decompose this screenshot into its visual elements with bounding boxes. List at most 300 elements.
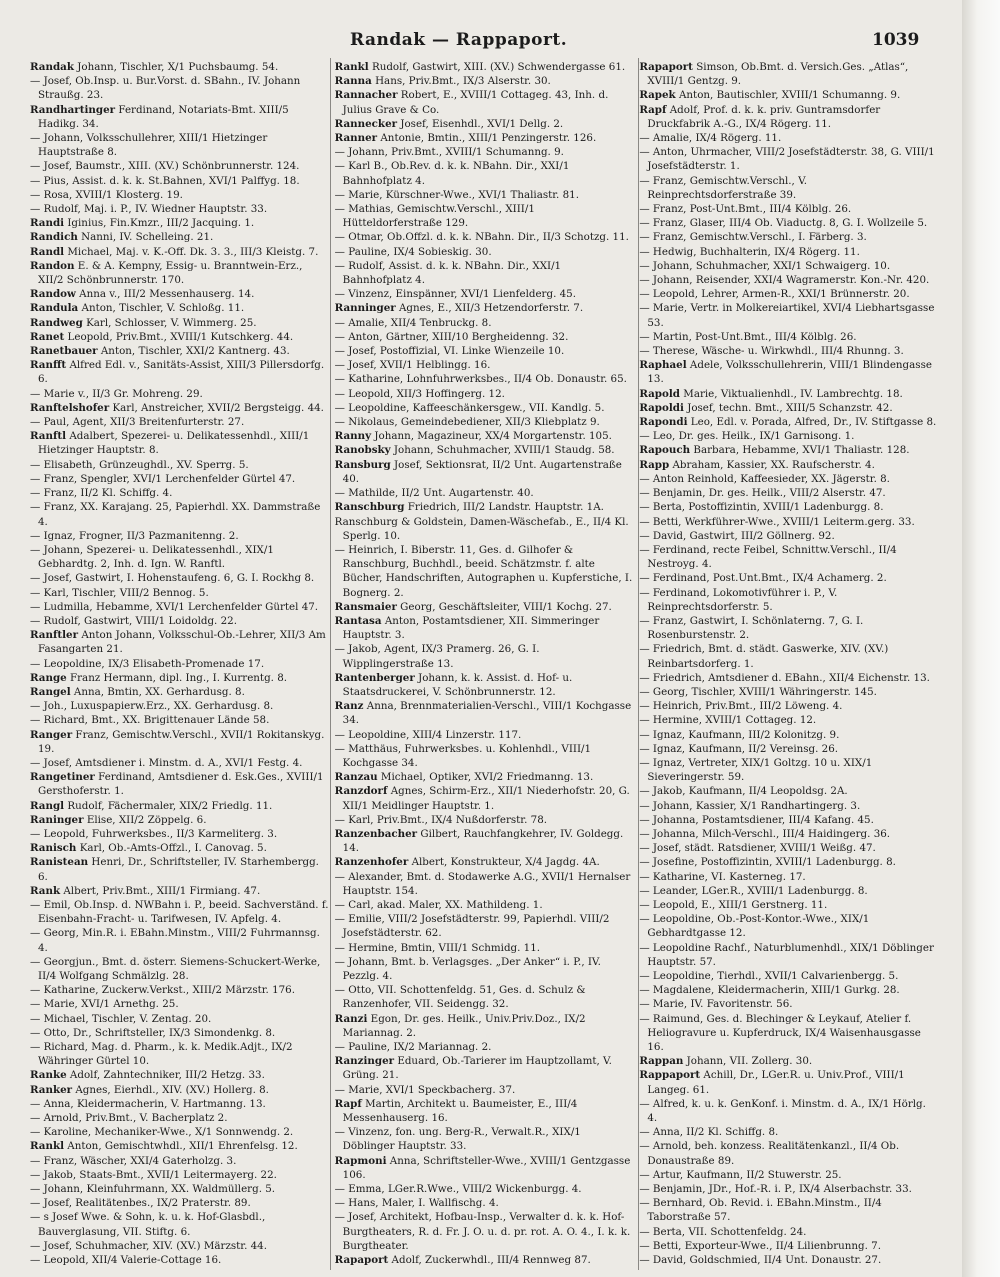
directory-entry	[335, 983, 634, 1011]
directory-entry	[639, 273, 938, 287]
entry-details: — Leopoldine, IX/3 Elisabeth-Promenade 17.	[30, 657, 265, 670]
directory-entry	[639, 884, 938, 898]
entry-details: — Rudolf, Assist. d. k. k. NBahn. Dir., XXI/1 Bahnhofplatz 4.	[334, 259, 562, 287]
directory-entry	[335, 784, 634, 812]
directory-entry	[639, 216, 938, 230]
directory-entry	[30, 1154, 329, 1168]
entry-details: — Georg, Min.R. i. EBahn.Minstm., VIII/2 Fuhrmannsg. 4.	[30, 927, 320, 954]
directory-entry	[335, 1054, 634, 1082]
entry-details: — Bernhard, Ob. Revid. i. EBahn.Minstm., II/4 Taborstraße 57.	[639, 1197, 882, 1224]
entry-surname: Ranke	[30, 1069, 67, 1082]
entry-details: — Otmar, Ob.Offzl. d. k. k. NBahn. Dir., II/3 Schotzg. 11.	[334, 231, 629, 244]
directory-entry	[30, 997, 329, 1011]
entry-details: — Nikolaus, Gemeindebediener, XII/3 Kliebplatz 9.	[334, 416, 600, 429]
directory-entry	[335, 770, 634, 784]
entry-details: — Leopoldine, Tierhdl., XVII/1 Calvarienbergg. 5.	[639, 970, 899, 982]
directory-entry	[30, 614, 329, 628]
directory-entry	[639, 1125, 938, 1139]
directory-entry	[335, 486, 634, 500]
directory-entry	[639, 756, 938, 784]
directory-entry	[335, 1097, 634, 1125]
entry-surname: Rappaport	[639, 1069, 701, 1082]
entry-details: — Georg, Tischler, XVIII/1 Währingerstr. 145.	[639, 685, 877, 698]
directory-entry	[639, 358, 938, 386]
entry-surname: Ranzi	[334, 1012, 368, 1025]
entry-details: — Leopold, E., XIII/1 Gerstnerg. 11.	[639, 898, 828, 911]
entry-details: — Richard, Bmt., XX. Brigittenauer Lände 58.	[30, 714, 270, 727]
entry-details: Agnes, E., XII/3 Hetzendorferstr. 7.	[398, 302, 584, 315]
directory-entry	[639, 1196, 938, 1224]
entry-details: — Jakob, Staats-Bmt., XVII/1 Leitermayerg. 22.	[30, 1168, 277, 1181]
entry-details: Georg, Geschäftsleiter, VIII/1 Kochg. 27.	[400, 600, 612, 613]
entry-details: — Leopold, XII/3 Hoffingerg. 12.	[334, 387, 505, 400]
directory-entry	[30, 884, 329, 898]
entry-surname: Randweg	[30, 316, 83, 329]
entry-details: — Ludmilla, Hebamme, XVI/1 Lerchenfelder Gürtel 47.	[30, 600, 319, 613]
entry-details: — Ignaz, Kaufmann, II/2 Vereinsg. 26.	[639, 742, 839, 755]
directory-entry	[30, 685, 329, 699]
entry-details: Karl, Ob.-Amts-Offzl., I. Canovag. 5.	[79, 842, 267, 855]
entry-surname: Ranz	[334, 700, 364, 713]
directory-entry	[335, 415, 634, 429]
entry-details: Johann, k. k. Assist. d. Hof- u. Staatsdruckerei, V. Schönbrunnerstr. 12.	[342, 671, 573, 698]
entry-surname: Ranftl	[30, 430, 67, 443]
directory-entry	[30, 571, 329, 585]
entry-details: — Ignaz, Vertreter, XIX/1 Goltzg. 10 u. XIX/1 Sieveringerstr. 59.	[639, 756, 873, 784]
directory-entry	[639, 1253, 938, 1267]
directory-entry	[30, 230, 329, 244]
directory-entry	[639, 1012, 938, 1055]
directory-entry	[335, 88, 634, 116]
directory-entry	[335, 159, 634, 187]
entry-details: — Matthäus, Fuhrwerksbes. u. Kohlenhdl., VIII/1 Kochgasse 34.	[334, 742, 592, 769]
directory-entry	[30, 472, 329, 486]
entry-details: Abraham, Kassier, XX. Raufscherstr. 4.	[672, 458, 875, 471]
entry-surname: Randl	[30, 245, 65, 258]
entry-surname: Randi	[30, 217, 65, 230]
entry-details: Adele, Volksschullehrerin, VIII/1 Blindengasse 13.	[647, 359, 932, 386]
directory-entry	[30, 586, 329, 600]
entry-details: E. & A. Kempny, Essig- u. Branntwein-Erz., XII/2 Schönbrunnerstr. 170.	[38, 259, 303, 287]
entry-details: — Franz, XX. Karajang. 25, Papierhdl. XX. Dammstraße 4.	[30, 501, 321, 528]
directory-entry	[335, 614, 634, 642]
entry-details: Josef, Sektionsrat, II/2 Unt. Augartenstraße 40.	[342, 458, 622, 485]
directory-entry	[30, 500, 329, 528]
directory-entry	[639, 301, 938, 329]
directory-entry	[30, 1196, 329, 1210]
entry-details: Johann, Schuhmacher, XVIII/1 Staudg. 58.	[393, 444, 615, 457]
entry-details: Anton, Tischler, V. Schloßg. 11.	[81, 302, 245, 315]
directory-entry	[639, 401, 938, 415]
directory-entry	[639, 202, 938, 216]
directory-entry	[30, 529, 329, 543]
entry-details: — Paul, Agent, XII/3 Breitenfurterstr. 27.	[30, 416, 245, 429]
directory-entry	[335, 372, 634, 386]
entry-details: — Artur, Kaufmann, II/2 Stuwerstr. 25.	[639, 1168, 842, 1181]
entry-surname: Rapold	[639, 387, 680, 400]
directory-entry	[30, 855, 329, 883]
entry-details: — Leopold, Fuhrwerksbes., II/3 Karmeliterg. 3.	[30, 827, 278, 840]
entry-details: Karl, Schlosser, V. Wimmerg. 25.	[86, 316, 257, 329]
entry-details: — Anna, II/2 Kl. Schiffg. 8.	[639, 1126, 779, 1139]
entry-details: Antonie, Bmtin., XIII/1 Penzingerstr. 126.	[380, 132, 597, 145]
directory-entry	[639, 486, 938, 500]
entry-details: — Katharine, Zuckerw.Verkst., XIII/2 Märzstr. 176.	[30, 984, 295, 997]
entry-details: — Marie v., II/3 Gr. Mohreng. 29.	[30, 387, 203, 400]
entry-surname: Ranna	[334, 75, 372, 88]
directory-entry	[30, 1012, 329, 1026]
entry-surname: Rapmoni	[334, 1154, 387, 1167]
entry-details: — Alfred, k. u. k. GenKonf. i. Minstm. d. A., IX/1 Hörlg. 4.	[639, 1097, 926, 1125]
entry-details: — Carl, akad. Maler, XX. Mathildeng. 1.	[334, 898, 543, 911]
directory-entry	[30, 486, 329, 500]
entry-details: Anna, Brennmaterialien-Verschl., VIII/1 Kochgasse 34.	[342, 700, 632, 727]
directory-entry	[639, 713, 938, 727]
directory-entry	[30, 344, 329, 358]
entry-details: Johann, Tischler, X/1 Puchsbaumg. 54.	[77, 61, 279, 73]
directory-entry	[639, 287, 938, 301]
entry-details: — Katharine, Lohnfuhrwerksbes., II/4 Ob. Donaustr. 65.	[334, 373, 627, 386]
entry-details: Ranschburg & Goldstein, Damen-Wäschefab., E., II/4 Kl. Sperlg. 10.	[334, 515, 629, 542]
entry-details: — Amalie, XII/4 Tenbruckg. 8.	[334, 316, 492, 329]
entry-details: — Johann, Kassier, X/1 Randhartingerg. 3.	[639, 799, 861, 812]
directory-entry	[335, 117, 634, 131]
entry-details: — Karl B., Ob.Rev. d. k. k. NBahn. Dir., XXI/1 Bahnhofplatz 4.	[334, 160, 570, 187]
entry-details: — Leo, Dr. ges. Heilk., IX/1 Garnisong. 1.	[639, 430, 855, 443]
directory-entry	[30, 600, 329, 614]
directory-entry	[30, 330, 329, 344]
entry-details: Marie, Viktualienhdl., IV. Lambrechtg. 18.	[683, 387, 903, 400]
entry-details: Martin, Architekt u. Baumeister, E., III/4 Messenhauserg. 16.	[342, 1097, 578, 1125]
entry-details: — Magdalene, Kleidermacherin, XIII/1 Gurkg. 28.	[639, 984, 900, 997]
directory-entry	[30, 713, 329, 727]
entry-surname: Ransmaier	[334, 600, 397, 613]
entry-details: — Franz, Wäscher, XXI/4 Gaterholzg. 3.	[30, 1154, 237, 1167]
entry-details: Anton, Bautischler, XVIII/1 Schumanng. 9.	[678, 89, 901, 102]
entry-details: — Josef, Gastwirt, I. Hohenstaufeng. 6, G. I. Rockhg 8.	[30, 572, 315, 585]
entry-details: — Josef, Architekt, Hofbau-Insp., Verwalter d. k. k. Hof-Burgtheaters, R. d. Fr. J. O. u. d. pr. rot. A. O. 4., I. k. k. Burgtheater.	[334, 1211, 631, 1252]
directory-entry	[639, 728, 938, 742]
directory-entry	[639, 1068, 938, 1096]
directory-entry	[639, 1225, 938, 1239]
directory-entry	[30, 699, 329, 713]
entry-surname: Ranzinger	[334, 1055, 395, 1068]
entry-details: — Arnold, beh. konzess. Realitätenkanzl., II/4 Ob. Donaustraße 89.	[639, 1140, 900, 1167]
entry-details: — Joh., Luxuspapierw.Erz., XX. Gerhardusg. 8.	[30, 700, 274, 713]
entry-details: — Berta, VII. Schottenfeldg. 24.	[639, 1225, 807, 1238]
entry-details: — Franz, II/2 Kl. Schiffg. 4.	[30, 487, 173, 500]
entry-details: Anton, Postamtsdiener, XII. Simmeringer Hauptstr. 3.	[342, 614, 600, 642]
entry-details: Friedrich, III/2 Landstr. Hauptstr. 1A.	[407, 501, 604, 514]
entry-details: — Friedrich, Bmt. d. städt. Gaswerke, XIV. (XV.) Reinbartsdorferg. 1.	[639, 643, 889, 670]
entry-surname: Ranetbauer	[30, 345, 98, 358]
directory-entry	[30, 770, 329, 798]
entry-details: — Heinrich, I. Biberstr. 11, Ges. d. Gilhofer & Ranschburg, Buchhdl., beeid. Schätzmstr. f. alte Bücher, Handschriften, Autographen u. Kupferstiche, I. Bognerg. 2.	[334, 543, 633, 599]
entry-details: — Franz, Glaser, III/4 Ob. Viaductg. 8, G. I. Wollzeile 5.	[639, 217, 928, 230]
directory-entry	[335, 230, 634, 244]
entry-details: — Leopoldine, Ob.-Post-Kontor.-Wwe., XIX/1 Gebhardtgasse 12.	[639, 913, 870, 940]
directory-entry	[335, 287, 634, 301]
entry-surname: Rannecker	[334, 117, 398, 130]
entry-details: Franz Hermann, dipl. Ing., I. Kurrentg. 8.	[69, 671, 288, 684]
directory-entry	[639, 614, 938, 642]
entry-surname: Ranny	[334, 430, 372, 443]
entry-details: — Karoline, Mechaniker-Wwe., X/1 Sonnwendg. 2.	[30, 1126, 294, 1139]
directory-entry	[335, 543, 634, 600]
entry-details: — Johann, Kleinfuhrmann, XX. Waldmüllerg. 5.	[30, 1183, 276, 1196]
directory-entry	[30, 429, 329, 457]
entry-details: — Emilie, VIII/2 Josefstädterstr. 99, Papierhdl. VIII/2 Josefstädterstr. 62.	[334, 913, 610, 940]
entry-details: — Anna, Kleidermacherin, V. Hartmanng. 13.	[30, 1097, 266, 1110]
entry-details: Achill, Dr., LGer.R. u. Univ.Prof., VIII/1 Langeg. 61.	[647, 1069, 905, 1096]
directory-entry	[30, 628, 329, 656]
directory-entry	[639, 685, 938, 699]
directory-entry	[30, 1111, 329, 1125]
directory-entry	[639, 870, 938, 884]
directory-entry	[335, 699, 634, 727]
entry-details: — Ferdinand, Post.Unt.Bmt., IX/4 Achamerg. 2.	[639, 572, 887, 585]
directory-entry	[30, 1026, 329, 1040]
directory-entry	[335, 344, 634, 358]
directory-entry	[30, 1125, 329, 1139]
directory-entry	[335, 642, 634, 670]
entry-surname: Rapp	[639, 458, 670, 471]
entry-details: — Rudolf, Maj. i. P., IV. Wiedner Hauptstr. 33.	[30, 203, 268, 216]
directory-entry	[335, 301, 634, 315]
entry-details: Johann, Magazineur, XX/4 Morgartenstr. 105.	[374, 430, 612, 443]
directory-entry	[639, 429, 938, 443]
entry-surname: Rantasa	[334, 614, 382, 627]
entry-details: — Johann, Schuhmacher, XXI/1 Schwaigerg. 10.	[639, 259, 891, 272]
directory-entry	[30, 103, 329, 131]
directory-entry	[30, 898, 329, 926]
entry-details: Simson, Ob.Bmt. d. Versich.Ges. „Atlas“, XVIII/1 Gentzg. 9.	[647, 61, 909, 88]
entry-surname: Rangetiner	[30, 771, 95, 784]
directory-entry	[639, 742, 938, 756]
entry-details: — Michael, Tischler, V. Zentag. 20.	[30, 1012, 212, 1025]
entry-details: Michael, Optiker, XVI/2 Friedmanng. 13.	[380, 771, 594, 784]
directory-entry	[335, 813, 634, 827]
directory-entry	[639, 88, 938, 102]
directory-entry	[335, 259, 634, 287]
directory-entry	[639, 245, 938, 259]
entry-details: Robert, E., XVIII/1 Cottageg. 43, Inh. d. Julius Grave & Co.	[342, 89, 609, 116]
page-header	[0, 30, 1000, 54]
entry-details: Anton, Tischler, XXI/2 Kantnerg. 43.	[100, 345, 290, 358]
entry-surname: Ranfft	[30, 359, 67, 372]
entry-surname: Ranet	[30, 330, 65, 343]
entry-details: — Rudolf, Gastwirt, VIII/1 Loidoldg. 22.	[30, 614, 237, 627]
entry-details: — Johann, Bmt. b. Verlagsges. „Der Anker“ i. P., IV. Pezzlg. 4.	[334, 955, 601, 982]
directory-entry	[639, 500, 938, 514]
directory-entry	[639, 941, 938, 969]
entry-surname: Rappan	[639, 1055, 684, 1068]
directory-entry	[639, 458, 938, 472]
entry-details: — Benjamin, Dr. ges. Heilk., VIII/2 Alserstr. 47.	[639, 487, 886, 500]
directory-entry	[335, 1210, 634, 1253]
entry-details: — Josef, Amtsdiener i. Minstm. d. A., XVI/1 Festg. 4.	[30, 756, 303, 769]
entry-details: Agnes, Eierhdl., XIV. (XV.) Hollerg. 8.	[75, 1083, 269, 1096]
entry-surname: Rapondi	[639, 416, 688, 429]
entry-details: — Raimund, Ges. d. Blechinger & Leykauf, Atelier f. Heliogravure u. Kupferdruck, IX/4 Waisenhausgasse 16.	[639, 1012, 921, 1054]
directory-entry	[639, 60, 938, 88]
entry-details: Michael, Maj. v. K.-Off. Dk. 3. 3., III/3 Kleistg. 7.	[67, 245, 319, 258]
directory-entry	[639, 230, 938, 244]
directory-entry	[30, 1239, 329, 1253]
directory-entry	[639, 855, 938, 869]
directory-entry	[30, 287, 329, 301]
directory-entry	[335, 358, 634, 372]
entry-details: — Anton Reinhold, Kaffeesieder, XX. Jägerstr. 8.	[639, 472, 890, 485]
entry-surname: Rapaport	[639, 61, 693, 73]
directory-entry	[30, 543, 329, 571]
entry-details: — Mathias, Gemischtw.Verschl., XIII/1 Hütteldorferstraße 129.	[334, 203, 535, 230]
entry-details: — Jakob, Kaufmann, II/4 Leopoldsg. 2A.	[639, 785, 848, 798]
entry-details: — Emil, Ob.Insp. d. NWBahn i. P., beeid. Sachverständ. f. Eisenbahn-Fracht- u. Tarifwesen, IV. Apfelg. 4.	[30, 898, 329, 926]
entry-details: — Hans, Maler, I. Wallfischg. 4.	[334, 1197, 499, 1210]
entry-details: — Johann, Volksschullehrer, XIII/1 Hietzinger Hauptstraße 8.	[30, 132, 268, 159]
entry-details: — Georgjun., Bmt. d. österr. Siemens-Schuckert-Werke, II/4 Wolfgang Schmälzlg. 28.	[30, 955, 321, 982]
entry-details: — Josef, Ob.Insp. u. Bur.Vorst. d. SBahn., IV. Johann Straußg. 23.	[30, 75, 301, 102]
entry-details: — Betti, Exporteur-Wwe., II/4 Lilienbrunng. 7.	[639, 1239, 881, 1252]
directory-entry	[30, 202, 329, 216]
directory-entry	[30, 301, 329, 315]
entry-surname: Randula	[30, 302, 79, 315]
directory-entry	[639, 472, 938, 486]
entry-details: — Franz, Post-Unt.Bmt., III/4 Kölblg. 26.	[639, 203, 852, 216]
entry-details: Albert, Konstrukteur, X/4 Jagdg. 4A.	[411, 856, 600, 869]
directory-entry	[639, 827, 938, 841]
directory-entry	[335, 74, 634, 88]
entry-details: — Johanna, Postamtsdiener, III/4 Kafang. 45.	[639, 813, 874, 826]
entry-details: — Marie, Kürschner-Wwe., XVI/1 Thaliastr. 81.	[334, 188, 579, 201]
directory-entry	[335, 245, 634, 259]
entry-details: Ferdinand, Notariats-Bmt. XIII/5 Hadikg. 34.	[38, 103, 289, 130]
entry-details: — Vinzenz, Einspänner, XVI/1 Lienfelderg. 45.	[334, 288, 576, 301]
directory-entry	[30, 387, 329, 401]
entry-surname: Randhartinger	[30, 103, 116, 116]
entry-details: Franz, Gemischtw.Verschl., XVII/1 Rokitanskyg. 19.	[38, 728, 325, 755]
directory-entry	[30, 1182, 329, 1196]
entry-details: Henri, Dr., Schriftsteller, IV. Starhembergg. 6.	[38, 856, 319, 883]
directory-entry	[335, 188, 634, 202]
entry-details: Adolf, Zuckerwhdl., III/4 Rennweg 87.	[391, 1254, 591, 1267]
entry-details: Adolf, Prof. d. k. k. priv. Guntramsdorfer Druckfabrik A.-G., IX/4 Rögerg. 11.	[647, 103, 881, 130]
entry-details: Ferdinand, Amtsdiener d. Esk.Ges., XVIII/1 Gersthoferstr. 1.	[38, 771, 324, 798]
entry-details: Adalbert, Spezerei- u. Delikatessenhdl., XIII/1 Hietzinger Hauptstr. 8.	[38, 430, 310, 457]
entry-surname: Ranftelshofer	[30, 401, 110, 414]
entry-details: — Johann, Reisender, XXI/4 Wagramerstr. Kon.-Nr. 420.	[639, 274, 930, 287]
directory-entry	[30, 827, 329, 841]
directory-entry	[30, 415, 329, 429]
entry-details: Albert, Priv.Bmt., XIII/1 Firmiang. 47.	[63, 884, 261, 897]
directory-entry	[335, 728, 634, 742]
entry-details: — Marie, XVI/1 Speckbacherg. 37.	[334, 1083, 516, 1096]
directory-entry	[639, 443, 938, 457]
directory-entry	[639, 415, 938, 429]
entry-details: — Marie, XVI/1 Arnethg. 25.	[30, 998, 179, 1011]
entry-details: Rudolf, Gastwirt, XIII. (XV.) Schwendergasse 61.	[371, 61, 626, 73]
entry-details: — Leopoldine Rachf., Naturblumenhdl., XIX/1 Döblinger Hauptstr. 57.	[639, 941, 934, 968]
entry-details: — Richard, Mag. d. Pharm., k. k. Medik.Adjt., IX/2 Währinger Gürtel 10.	[30, 1041, 293, 1068]
entry-details: — Franz, Gemischtw.Verschl., I. Färberg. 3.	[639, 231, 867, 244]
directory-entry	[335, 870, 634, 898]
entry-surname: Randon	[30, 259, 75, 272]
entry-details: — Benjamin, JDr., Hof.-R. i. P., IX/4 Alserbachstr. 33.	[639, 1183, 912, 1196]
directory-entry	[639, 131, 938, 145]
entry-details: Iginius, Fin.Kmzr., III/2 Jacquing. 1.	[67, 217, 255, 230]
directory-entry	[639, 529, 938, 543]
directory-column-1	[30, 60, 329, 1270]
directory-entry	[335, 1182, 634, 1196]
entry-surname: Ranobsky	[334, 444, 391, 457]
running-head: Randak — Rappaport.	[350, 30, 568, 50]
entry-details: — Hedwig, Buchhalterin, IX/4 Rögerg. 11.	[639, 245, 860, 258]
entry-surname: Rapek	[639, 89, 676, 102]
directory-entry	[30, 1097, 329, 1111]
directory-entry	[335, 898, 634, 912]
entry-surname: Ranzdorf	[334, 785, 388, 798]
directory-entry	[335, 955, 634, 983]
entry-surname: Raphael	[639, 359, 687, 372]
directory-entry	[639, 1097, 938, 1125]
directory-entry	[335, 145, 634, 159]
directory-entry	[30, 1139, 329, 1153]
entry-surname: Ranistean	[30, 856, 89, 869]
entry-details: — David, Gastwirt, III/2 Göllnerg. 92.	[639, 529, 835, 542]
directory-entry	[30, 60, 329, 74]
entry-surname: Ranner	[334, 132, 378, 145]
directory-entry	[335, 330, 634, 344]
entry-details: — Ignaz, Kaufmann, III/2 Kolonitzg. 9.	[639, 728, 840, 741]
directory-entry	[30, 1083, 329, 1097]
directory-entry	[639, 1239, 938, 1253]
entry-details: Rudolf, Fächermaler, XIX/2 Friedlg. 11.	[67, 799, 273, 812]
entry-surname: Ranisch	[30, 842, 77, 855]
directory-entry	[639, 259, 938, 273]
directory-entry	[30, 159, 329, 173]
directory-entry	[639, 784, 938, 798]
page-number: 1039	[872, 30, 920, 50]
directory-entry	[335, 1083, 634, 1097]
entry-details: — Karl, Priv.Bmt., IX/4 Nußdorferstr. 78.	[334, 813, 548, 826]
directory-entry	[30, 1253, 329, 1267]
entry-details: — Otto, VII. Schottenfeldg. 51, Ges. d. Schulz & Ranzenhofer, VII. Seidengg. 32.	[334, 984, 586, 1011]
entry-details: — Josef, XVII/1 Helblingg. 16.	[334, 359, 491, 372]
directory-entry	[30, 1040, 329, 1068]
entry-details: — Ignaz, Frogner, II/3 Pazmanitenng. 2.	[30, 529, 239, 542]
entry-details: — Arnold, Priv.Bmt., V. Bacherplatz 2.	[30, 1112, 228, 1125]
entry-details: — Josef, städt. Ratsdiener, XVIII/1 Weißg. 47.	[639, 842, 876, 855]
entry-surname: Rapf	[334, 1097, 362, 1110]
directory-column-2	[335, 60, 634, 1270]
directory-entry	[30, 358, 329, 386]
entry-surname: Rapoldi	[639, 401, 684, 414]
directory-entry	[30, 1168, 329, 1182]
directory-entry	[335, 458, 634, 486]
entry-surname: Range	[30, 671, 67, 684]
entry-details: — Josef, Postoffizial, VI. Linke Wienzeile 10.	[334, 345, 565, 358]
directory-entry	[335, 387, 634, 401]
entry-details: Josef, techn. Bmt., XIII/5 Schanzstr. 42.	[687, 401, 893, 414]
entry-details: — Josef, Baumstr., XIII. (XV.) Schönbrunnerstr. 124.	[30, 160, 300, 173]
directory-columns	[30, 60, 938, 1270]
entry-details: — Katharine, VI. Kasterneg. 17.	[639, 870, 806, 883]
entry-details: Eduard, Ob.-Tarierer im Hauptzollamt, V. Grüng. 21.	[342, 1055, 612, 1082]
entry-details: Anton Johann, Volksschul-Ob.-Lehrer, XII/3 Am Fasangarten 21.	[38, 629, 326, 656]
directory-entry	[639, 387, 938, 401]
entry-details: Adolf, Zahntechniker, III/2 Hetzg. 33.	[69, 1069, 265, 1082]
